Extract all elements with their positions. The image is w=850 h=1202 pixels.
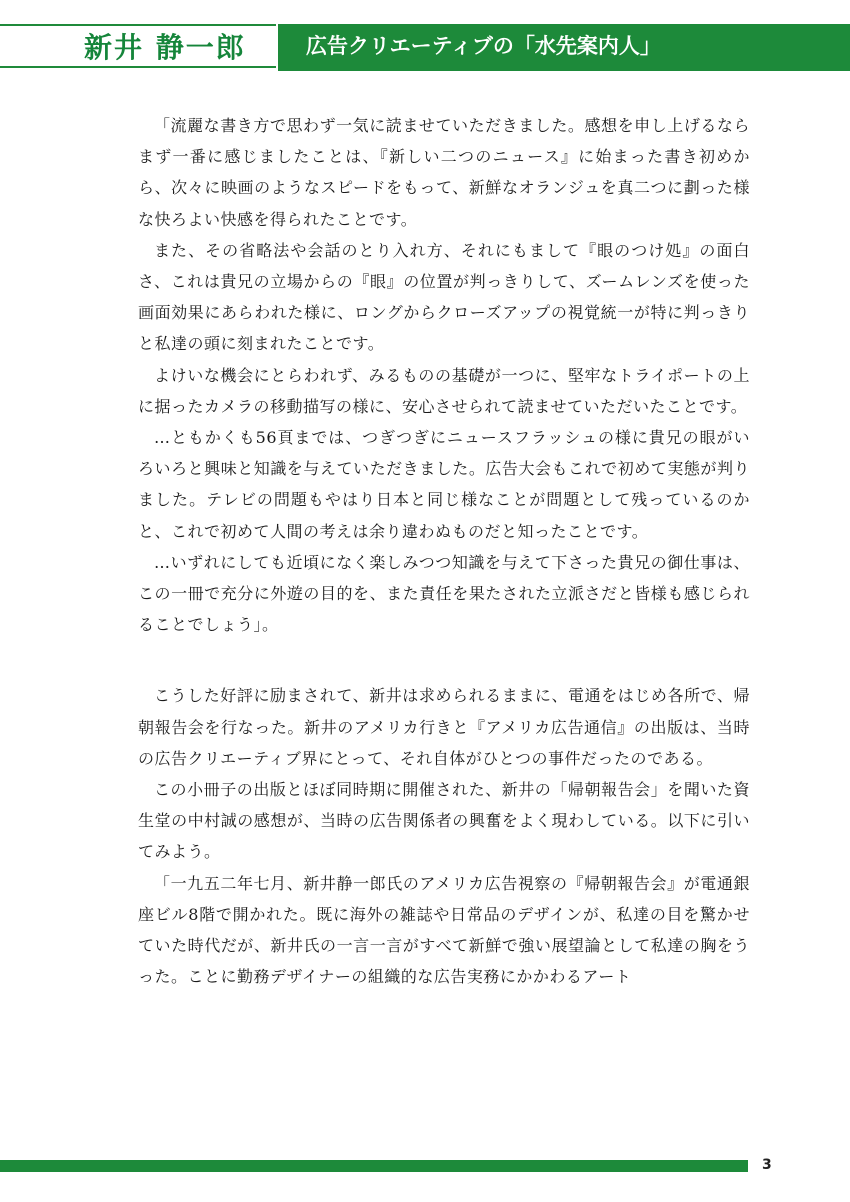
paragraph: この小冊子の出版とほぼ同時期に開催された、新井の「帰朝報告会」を聞いた資生堂の中村誠の感想が、当時の広告関係者の興奮をよく現わしている。以下に引いてみよう。 — [138, 780, 750, 862]
series-title: 広告クリエーティブの「水先案内人」 — [306, 34, 661, 58]
header-rule — [278, 68, 850, 71]
page-header — [0, 24, 850, 72]
paragraph: 「流麗な書き方で思わず一気に読ませていただきました。感想を申し上げるならまず一番に感じましたことは、『新しい二つのニュース』に始まった書き初めから、次々に映画のようなスピードをもって、新鮮なオランジュを真二つに劃った様な快ろよい快感を得られたことです。 — [138, 116, 750, 229]
footer-rule — [0, 1160, 748, 1172]
paragraph: また、その省略法や会話のとり入れ方、それにもまして『眼のつけ処』の面白さ、これは貴兄の立場からの『眼』の位置が判っきりして、ズームレンズを使った画面効果にあらわれた様に、ロングからクローズアップの視覚統一が特に判っきりと私達の頭に刻まれたことです。 — [138, 240, 750, 354]
paragraph: よけいな機会にとらわれず、みるものの基礎が一つに、堅牢なトライポートの上に据ったカメラの移動描写の様に、安心させられて読ませていただいたことです。 — [138, 365, 750, 416]
author-name: 新井 静一郎 — [84, 31, 246, 64]
paragraph: …ともかくも56頁までは、つぎつぎにニュースフラッシュの様に貴兄の眼がいろいろと興味と知識を与えていただきました。広告大会もこれで初めて実態が判りました。テレビの問題もやはり日本と同じ様なことが問題として残っているのかと、これで初めて人間の考えは余り違わぬものだと知ったことです。 — [138, 428, 750, 541]
series-title-bar — [278, 24, 850, 68]
author-box — [0, 24, 276, 68]
paragraph: …いずれにしても近頃になく楽しみつつ知識を与えて下さった貴兄の御仕事は、この一冊で充分に外遊の目的を、また責任を果たされた立派さだと皆様も感じられることでしょう」。 — [138, 552, 750, 635]
paragraph: 「一九五二年七月、新井静一郎氏のアメリカ広告視察の『帰朝報告会』が電通銀座ビル8階で開かれた。既に海外の雑誌や日常品のデザインが、私達の目を驚かせていた時代だが、新井氏の一言一言がすべて新鮮で強い展望論として私達の胸をうった。ことに勤務デザイナーの組織的な広告実務にかかわるアート — [138, 873, 750, 987]
paragraph: こうした好評に励まされて、新井は求められるままに、電通をはじめ各所で、帰朝報告会を行なった。新井のアメリカ行きと『アメリカ広告通信』の出版は、当時の広告クリエーティブ界にとって、それ自体がひとつの事件だったのである。 — [138, 686, 750, 768]
page-number: 3 — [762, 1157, 772, 1173]
body-text — [138, 110, 750, 992]
